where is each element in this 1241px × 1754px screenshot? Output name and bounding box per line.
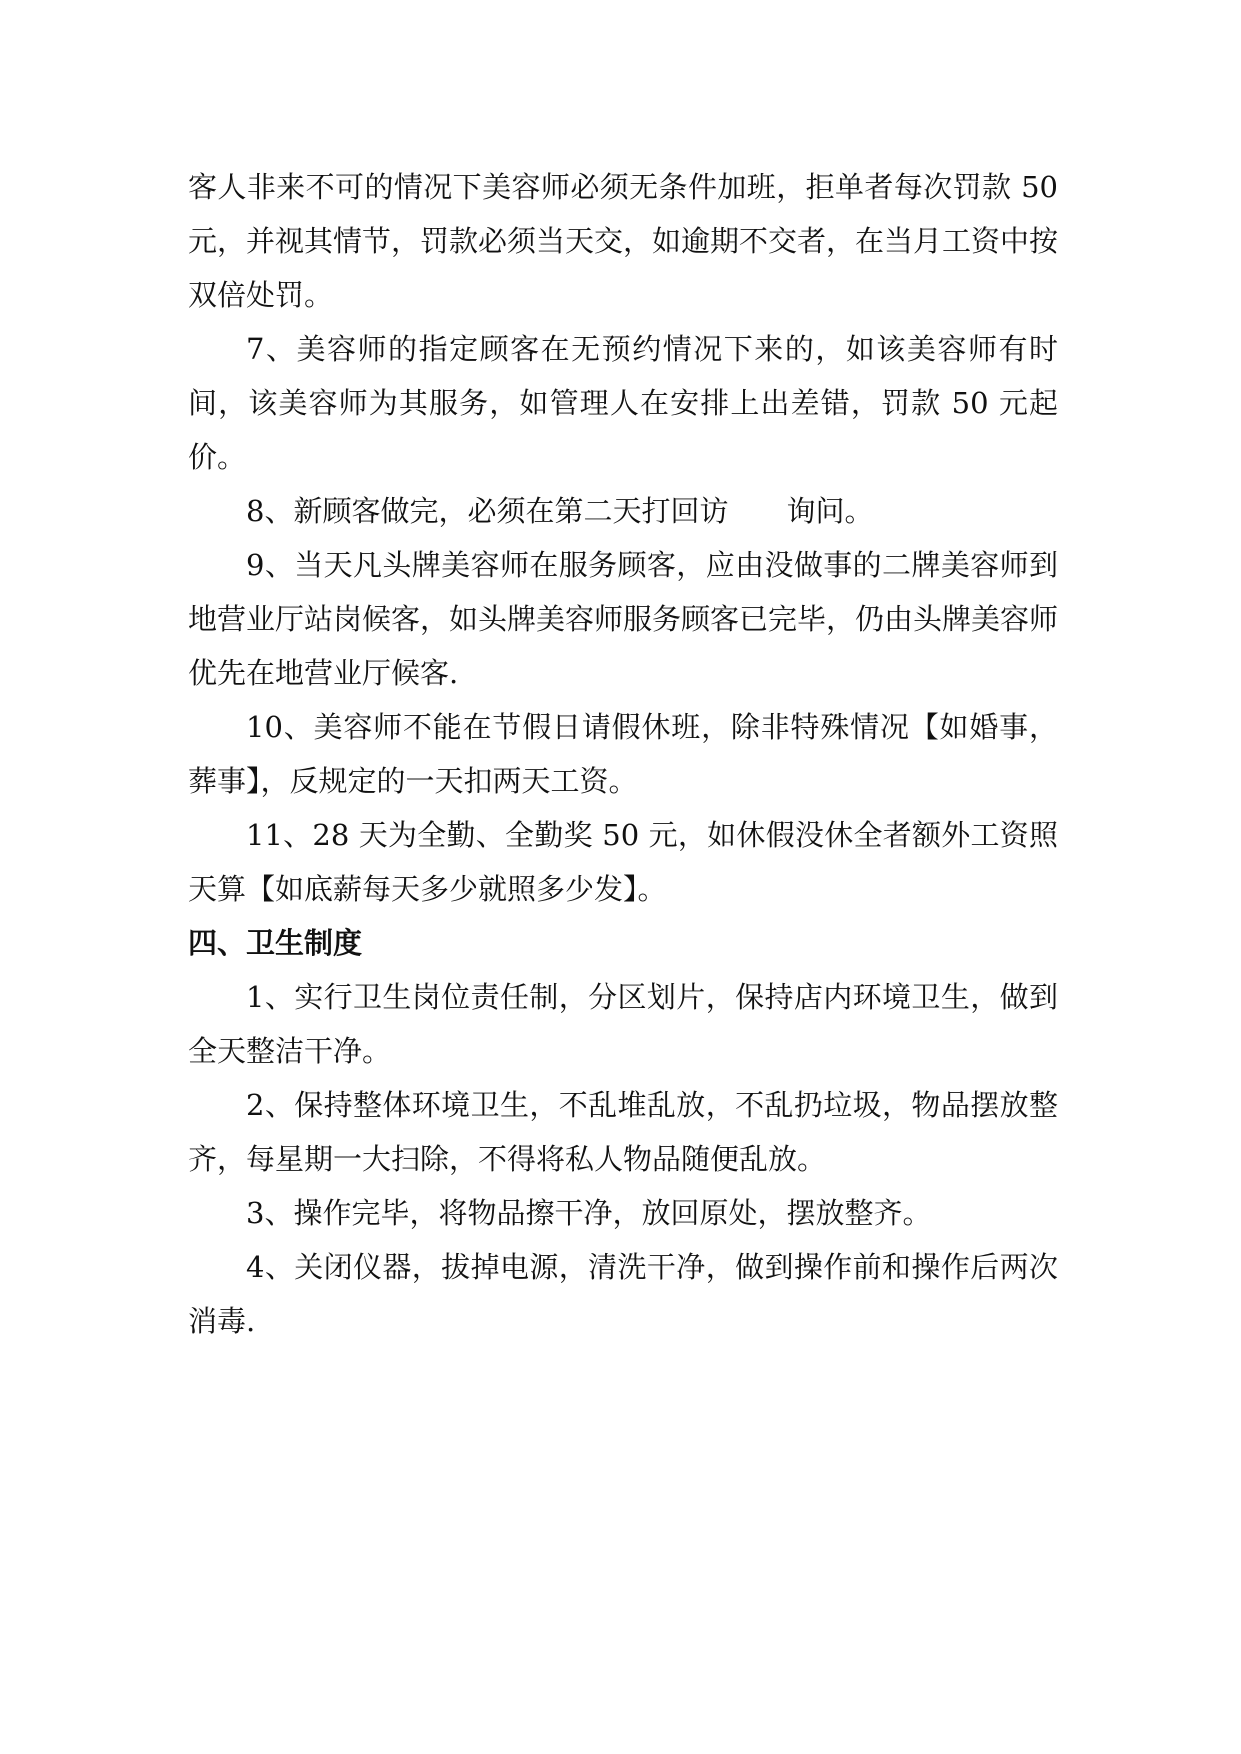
- paragraph-hygiene-4: 4、关闭仪器，拔掉电源，清洗干净，做到操作前和操作后两次消毒.: [188, 1250, 1058, 1338]
- paragraph-rule-8: 8、新顾客做完，必须在第二天打回访 询问。: [246, 494, 874, 528]
- document-page: [188, 160, 1058, 1348]
- paragraph-rule-11: 11、28 天为全勤、全勤奖 50 元，如休假没休全者额外工资照天算【如底薪每天多少就照多少发】。: [188, 818, 1058, 906]
- paragraph-continuation: 客人非来不可的情况下美容师必须无条件加班，拒单者每次罚款 50 元，并视其情节，罚款必须当天交，如逾期不交者，在当月工资中按双倍处罚。: [188, 170, 1059, 312]
- paragraph-rule-10: 10、美容师不能在节假日请假休班，除非特殊情况【如婚事，葬事】，反规定的一天扣两天工资。: [188, 710, 1058, 798]
- paragraph-hygiene-2: 2、保持整体环境卫生，不乱堆乱放，不乱扔垃圾，物品摆放整齐，每星期一大扫除，不得将私人物品随便乱放。: [188, 1088, 1058, 1176]
- paragraph-rule-9: 9、当天凡头牌美容师在服务顾客，应由没做事的二牌美容师到地营业厅站岗候客，如头牌美容师服务顾客已完毕，仍由头牌美容师优先在地营业厅候客.: [188, 548, 1059, 690]
- paragraph-hygiene-1: 1、实行卫生岗位责任制，分区划片，保持店内环境卫生，做到全天整洁干净。: [188, 980, 1058, 1068]
- section-heading-hygiene: 四、卫生制度: [188, 926, 363, 960]
- paragraph-hygiene-3: 3、操作完毕，将物品擦干净，放回原处，摆放整齐。: [246, 1196, 932, 1230]
- paragraph-rule-7: 7、美容师的指定顾客在无预约情况下来的，如该美容师有时间，该美容师为其服务，如管理人在安排上出差错，罚款 50 元起价。: [188, 332, 1058, 474]
